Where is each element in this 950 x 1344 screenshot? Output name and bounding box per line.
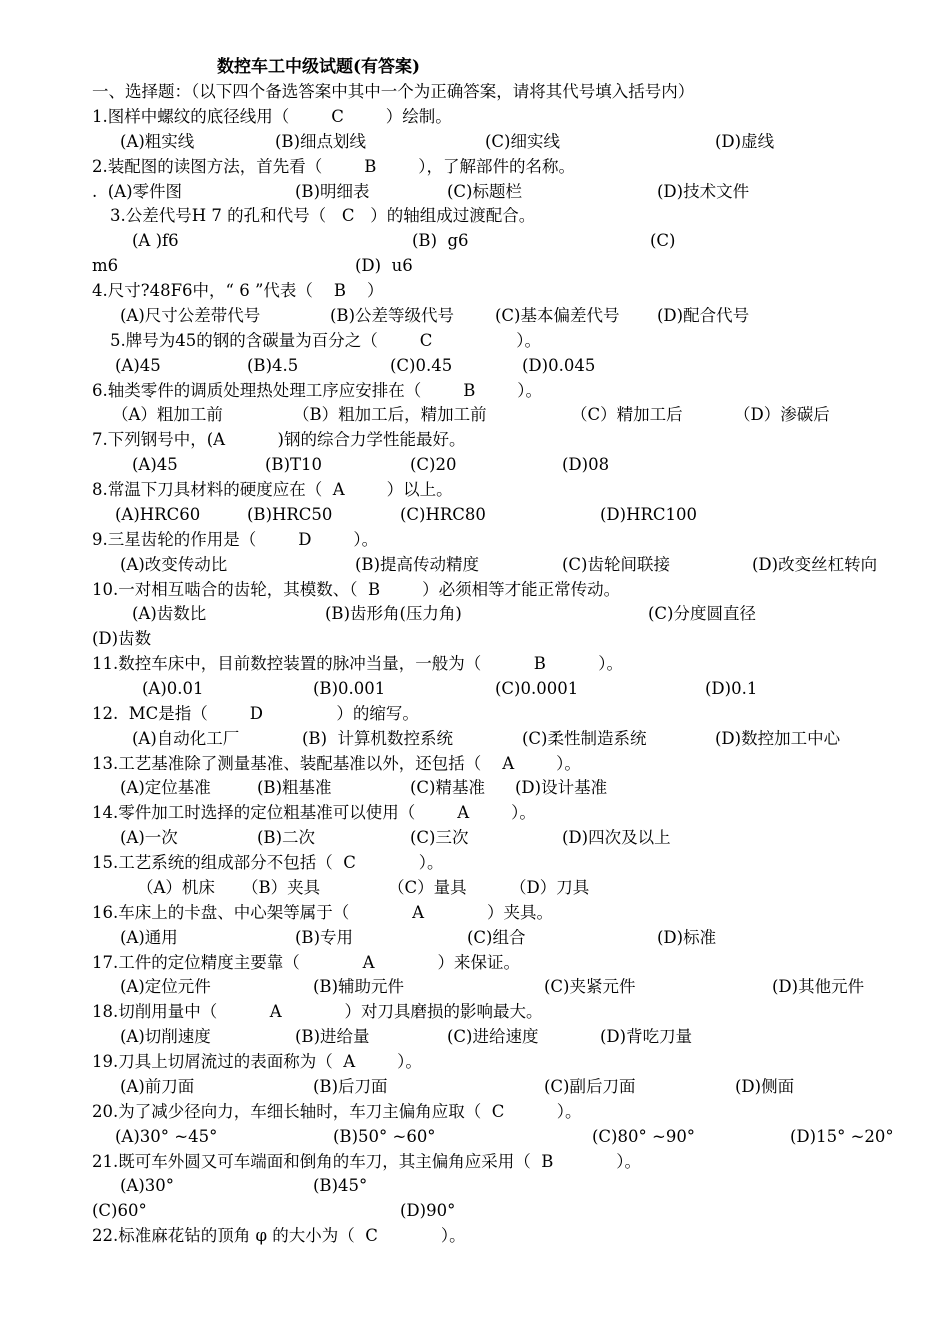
question-stem: 13.工艺基准除了测量基准、装配基准以外，还包括（ A ）。 <box>92 754 581 773</box>
answer-option: (D)设计基准 <box>515 778 608 797</box>
answer-option: （A）机床 <box>137 878 215 897</box>
answer-option: (D)技术文件 <box>657 182 750 201</box>
answer-option: (C)HRC80 <box>400 505 486 524</box>
answer-option: (D)数控加工中心 <box>715 729 841 748</box>
question-stem: 14.零件加工时选择的定位粗基准可以使用（ A ）。 <box>92 803 536 822</box>
answer-option: (A)定位元件 <box>120 977 211 996</box>
answer-option: (B)二次 <box>257 828 315 847</box>
answer-option: . (A)零件图 <box>92 182 183 201</box>
answer-option: (D)0.1 <box>705 679 758 698</box>
answer-option: (B)后刀面 <box>313 1077 388 1096</box>
question-stem: 11.数控车床中，目前数控装置的脉冲当量，一般为（ B ）。 <box>92 654 624 673</box>
section-heading: 一、选择题：（以下四个备选答案中其中一个为正确答案，请将其代号填入括号内） <box>92 82 695 101</box>
answer-option: (C)分度圆直径 <box>648 604 756 623</box>
answer-option: (D)齿数 <box>92 629 152 648</box>
answer-option: (A)45 <box>115 356 161 375</box>
answer-option: (D)其他元件 <box>772 977 865 996</box>
page-title: 数控车工中级试题(有答案) <box>217 57 421 77</box>
answer-option: (D)改变丝杠转向 <box>752 555 878 574</box>
answer-option: (C)0.45 <box>390 356 453 375</box>
answer-option: (D)15° ~20° <box>790 1127 894 1146</box>
answer-option: (B)专用 <box>295 928 353 947</box>
answer-option: (B)粗基准 <box>257 778 332 797</box>
answer-option: (D)0.045 <box>522 356 596 375</box>
answer-option: (C)80° ~90° <box>592 1127 696 1146</box>
answer-option: （D）渗碳后 <box>734 405 830 424</box>
answer-option: (D)08 <box>562 455 610 474</box>
answer-option: (B)齿形角(压力角) <box>325 604 462 623</box>
answer-option: (B)4.5 <box>247 356 299 375</box>
question-stem: 17.工件的定位精度主要靠（ A ）来保证。 <box>92 953 521 972</box>
question-stem: 12. MC是指（ D ）的缩写。 <box>92 704 419 723</box>
answer-option: (D)侧面 <box>735 1077 795 1096</box>
answer-option: (B)0.001 <box>313 679 386 698</box>
answer-option: (C)三次 <box>410 828 469 847</box>
answer-option: (A)定位基准 <box>120 778 211 797</box>
answer-option: (A)粗实线 <box>120 132 195 151</box>
answer-option: (C)标题栏 <box>447 182 522 201</box>
question-stem: 22.标准麻花钻的顶角 φ 的大小为（ C ）。 <box>92 1226 466 1245</box>
answer-option: (D)配合代号 <box>657 306 750 325</box>
answer-option: (D)90° <box>400 1201 456 1220</box>
answer-option: (A)改变传动比 <box>120 555 228 574</box>
answer-option: (C)细实线 <box>485 132 560 151</box>
answer-option: (B)明细表 <box>295 182 370 201</box>
answer-option: (B)提高传动精度 <box>355 555 479 574</box>
answer-option: (B)45° <box>313 1176 368 1195</box>
question-stem: 15.工艺系统的组成部分不包括（ C ）。 <box>92 853 444 872</box>
question-stem: 18.切削用量中（ A ）对刀具磨损的影响最大。 <box>92 1002 543 1021</box>
question-stem: 20.为了减少径向力，车细长轴时，车刀主偏角应取（ C ）。 <box>92 1102 582 1121</box>
answer-option: (B)细点划线 <box>275 132 366 151</box>
answer-option: (B)进给量 <box>295 1027 370 1046</box>
answer-option: （B）夹具 <box>242 878 321 897</box>
answer-option: (A)30° <box>120 1176 175 1195</box>
answer-option: (A)自动化工厂 <box>132 729 240 748</box>
answer-option: (D)标准 <box>657 928 717 947</box>
answer-option: (C)精基准 <box>410 778 485 797</box>
question-stem: 16.车床上的卡盘、中心架等属于（ A ）夹具。 <box>92 903 554 922</box>
answer-option: (D)虚线 <box>715 132 775 151</box>
answer-option: (B)辅助元件 <box>313 977 404 996</box>
question-stem: 8.常温下刀具材料的硬度应在（ A ）以上。 <box>92 480 453 499</box>
answer-option: (D) u6 <box>355 256 413 275</box>
answer-option: (A)0.01 <box>142 679 204 698</box>
answer-option: (B)50° ~60° <box>333 1127 436 1146</box>
answer-option: (C)进给速度 <box>447 1027 539 1046</box>
answer-option: (D)HRC100 <box>600 505 698 524</box>
answer-option: (A)HRC60 <box>115 505 201 524</box>
answer-option: (C)20 <box>410 455 457 474</box>
question-stem: 6.轴类零件的调质处理热处理工序应安排在（ B ）。 <box>92 381 543 400</box>
answer-option: （A）粗加工前 <box>112 405 223 424</box>
answer-option: (C)基本偏差代号 <box>495 306 620 325</box>
answer-option: (D)四次及以上 <box>562 828 671 847</box>
answer-option: (C)柔性制造系统 <box>522 729 647 748</box>
answer-option: (A )f6 <box>132 231 179 250</box>
answer-option: (B)T10 <box>265 455 323 474</box>
question-stem: 7.下列钢号中，(A )钢的综合力学性能最好。 <box>92 430 466 449</box>
question-stem: 21.既可车外圆又可车端面和倒角的车刀，其主偏角应采用（ B ）。 <box>92 1152 642 1171</box>
answer-option: (C)60° <box>92 1201 147 1220</box>
answer-option: (B) g6 <box>412 231 469 250</box>
answer-option: (C)组合 <box>467 928 526 947</box>
answer-option: (C)0.0001 <box>495 679 579 698</box>
answer-option: (A)尺寸公差带代号 <box>120 306 261 325</box>
answer-option: (C) <box>650 231 676 250</box>
question-stem: 2.装配图的读图方法，首先看（ B ），了解部件的名称。 <box>92 157 576 176</box>
question-stem: 10.一对相互啮合的齿轮，其模数、（ B ）必须相等才能正常传动。 <box>92 580 621 599</box>
answer-option: (B)HRC50 <box>247 505 333 524</box>
answer-option: （C）量具 <box>388 878 467 897</box>
question-stem: 1.图样中螺纹的底径线用（ C ）绘制。 <box>92 107 452 126</box>
question-stem: 3.公差代号H 7 的孔和代号（ C ）的轴组成过渡配合。 <box>110 206 536 225</box>
answer-option: （B）粗加工后，精加工前 <box>293 405 487 424</box>
question-stem: 4.尺寸?48F6中，“ 6 ”代表（ B ） <box>92 281 384 300</box>
answer-option: (A)45 <box>132 455 178 474</box>
answer-option: （C）精加工后 <box>571 405 683 424</box>
answer-option: (D)背吃刀量 <box>600 1027 693 1046</box>
answer-option: (A)切削速度 <box>120 1027 211 1046</box>
answer-option: (C)齿轮间联接 <box>562 555 670 574</box>
answer-option: (C)夹紧元件 <box>544 977 636 996</box>
question-stem: 9.三星齿轮的作用是（ D ）。 <box>92 530 379 549</box>
answer-option: (A)通用 <box>120 928 178 947</box>
answer-option: (C)副后刀面 <box>544 1077 636 1096</box>
answer-option: (A)齿数比 <box>132 604 207 623</box>
answer-option: (B)公差等级代号 <box>330 306 454 325</box>
answer-option: (A)一次 <box>120 828 178 847</box>
question-stem: 5.牌号为45的钢的含碳量为百分之（ C ）。 <box>110 331 541 350</box>
answer-option: (B) 计算机数控系统 <box>302 729 453 748</box>
answer-option: (A)30° ~45° <box>115 1127 218 1146</box>
answer-option: m6 <box>92 256 119 275</box>
answer-option: （D）刀具 <box>510 878 590 897</box>
question-stem: 19.刀具上切屑流过的表面称为（ A ）。 <box>92 1052 422 1071</box>
answer-option: (A)前刀面 <box>120 1077 195 1096</box>
